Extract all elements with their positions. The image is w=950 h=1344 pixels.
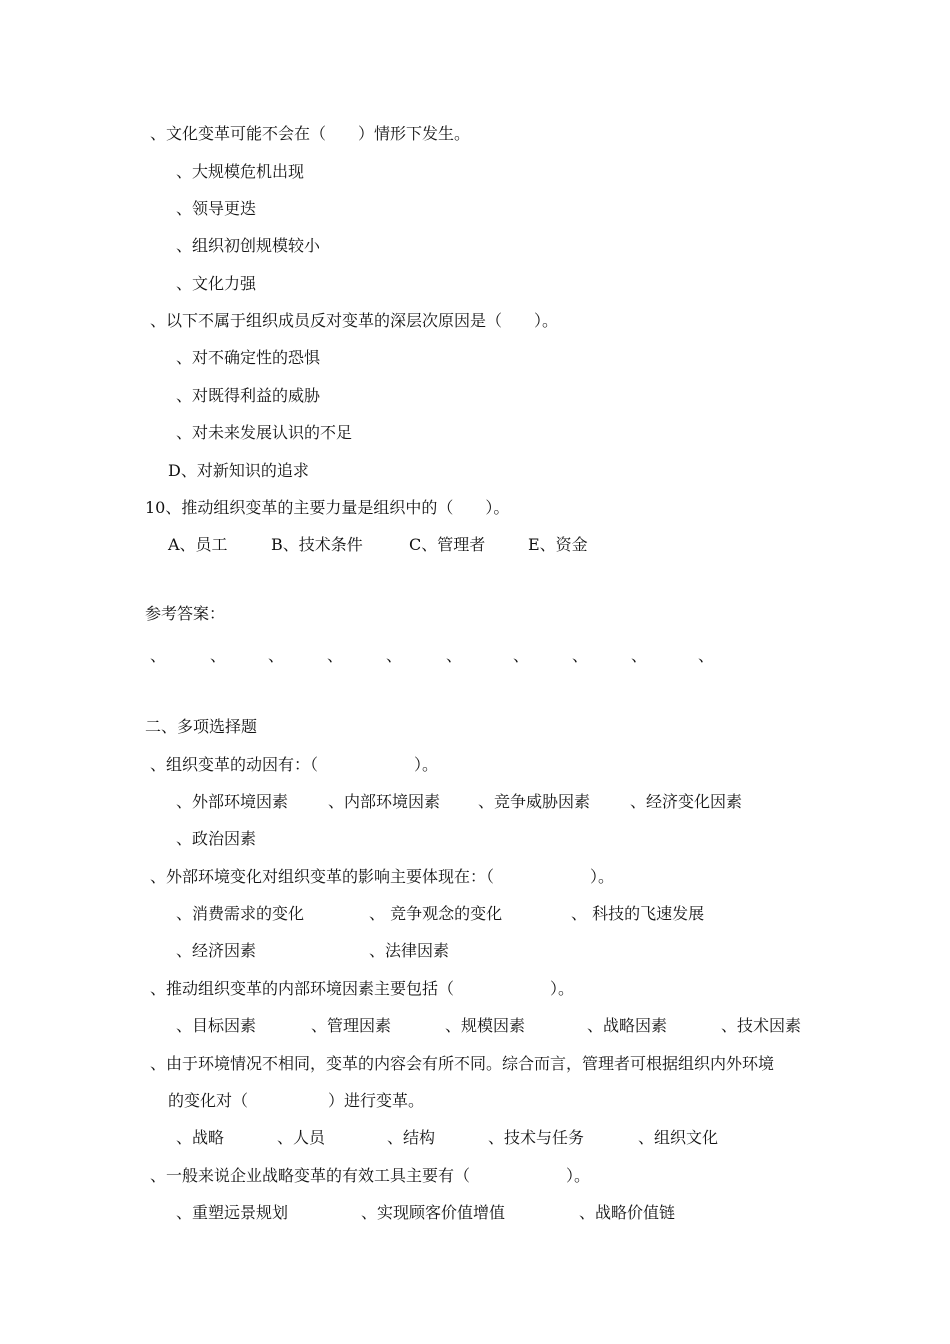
section-heading: 二、多项选择题 — [145, 717, 258, 736]
option: 、对不确定性的恐惧 — [176, 348, 321, 367]
option: 、战略 — [176, 1128, 225, 1147]
option: C、管理者 — [409, 535, 486, 554]
option: E、资金 — [528, 535, 588, 554]
question-stem: 10、推动组织变革的主要力量是组织中的（ ）。 — [145, 498, 510, 517]
option: 、法律因素 — [369, 941, 450, 960]
option: 、外部环境因素 — [176, 792, 289, 811]
option: 、战略因素 — [587, 1016, 668, 1035]
question-stem: 、由于环境情况不相同，变革的内容会有所不同。综合而言，管理者可根据组织内外环境 — [150, 1054, 775, 1073]
answer-mark: 、 — [446, 646, 463, 665]
answer-mark: 、 — [268, 646, 285, 665]
question-stem: 、一般来说企业战略变革的有效工具主要有（ ）。 — [150, 1166, 591, 1185]
answer-mark: 、 — [698, 646, 715, 665]
question-stem: 、组织变革的动因有：（ ）。 — [150, 755, 439, 774]
answers-heading: 参考答案： — [145, 604, 226, 623]
option: 、经济因素 — [176, 941, 257, 960]
option: 、组织初创规模较小 — [176, 236, 321, 255]
option: 、技术与任务 — [488, 1128, 585, 1147]
answer-mark: 、 — [386, 646, 403, 665]
option: 、 科技的飞速发展 — [571, 904, 705, 923]
option: B、技术条件 — [271, 535, 363, 554]
option: 、人员 — [277, 1128, 326, 1147]
option: 、对既得利益的威胁 — [176, 386, 321, 405]
option: 、文化力强 — [176, 274, 257, 293]
option: 、经济变化因素 — [630, 792, 743, 811]
option: 、战略价值链 — [579, 1203, 676, 1222]
option: 、消费需求的变化 — [176, 904, 305, 923]
option: 、实现顾客价值增值 — [361, 1203, 506, 1222]
answer-mark: 、 — [631, 646, 648, 665]
option: 、组织文化 — [638, 1128, 719, 1147]
option: 、政治因素 — [176, 829, 257, 848]
option: A、员工 — [168, 535, 228, 554]
option: 、 竞争观念的变化 — [369, 904, 503, 923]
option: 、重塑远景规划 — [176, 1203, 289, 1222]
answer-mark: 、 — [150, 646, 167, 665]
question-stem: 、以下不属于组织成员反对变革的深层次原因是（ ）。 — [150, 311, 559, 330]
answer-mark: 、 — [327, 646, 344, 665]
answer-mark: 、 — [513, 646, 530, 665]
question-stem: 、外部环境变化对组织变革的影响主要体现在：（ ）。 — [150, 867, 615, 886]
question-stem: 、文化变革可能不会在（ ）情形下发生。 — [150, 124, 471, 143]
option: 、内部环境因素 — [328, 792, 441, 811]
option: 、规模因素 — [445, 1016, 526, 1035]
option: 、领导更迭 — [176, 199, 257, 218]
answer-mark: 、 — [210, 646, 227, 665]
option: 、目标因素 — [176, 1016, 257, 1035]
option: 、结构 — [387, 1128, 436, 1147]
option: 、对未来发展认识的不足 — [176, 423, 353, 442]
option: D、对新知识的追求 — [168, 461, 309, 480]
option: 、技术因素 — [721, 1016, 802, 1035]
option: 、大规模危机出现 — [176, 162, 305, 181]
answer-mark: 、 — [572, 646, 589, 665]
question-stem-continued: 的变化对（ ）进行变革。 — [168, 1091, 425, 1110]
option: 、竞争威胁因素 — [478, 792, 591, 811]
question-stem: 、推动组织变革的内部环境因素主要包括（ ）。 — [150, 979, 575, 998]
option: 、管理因素 — [311, 1016, 392, 1035]
